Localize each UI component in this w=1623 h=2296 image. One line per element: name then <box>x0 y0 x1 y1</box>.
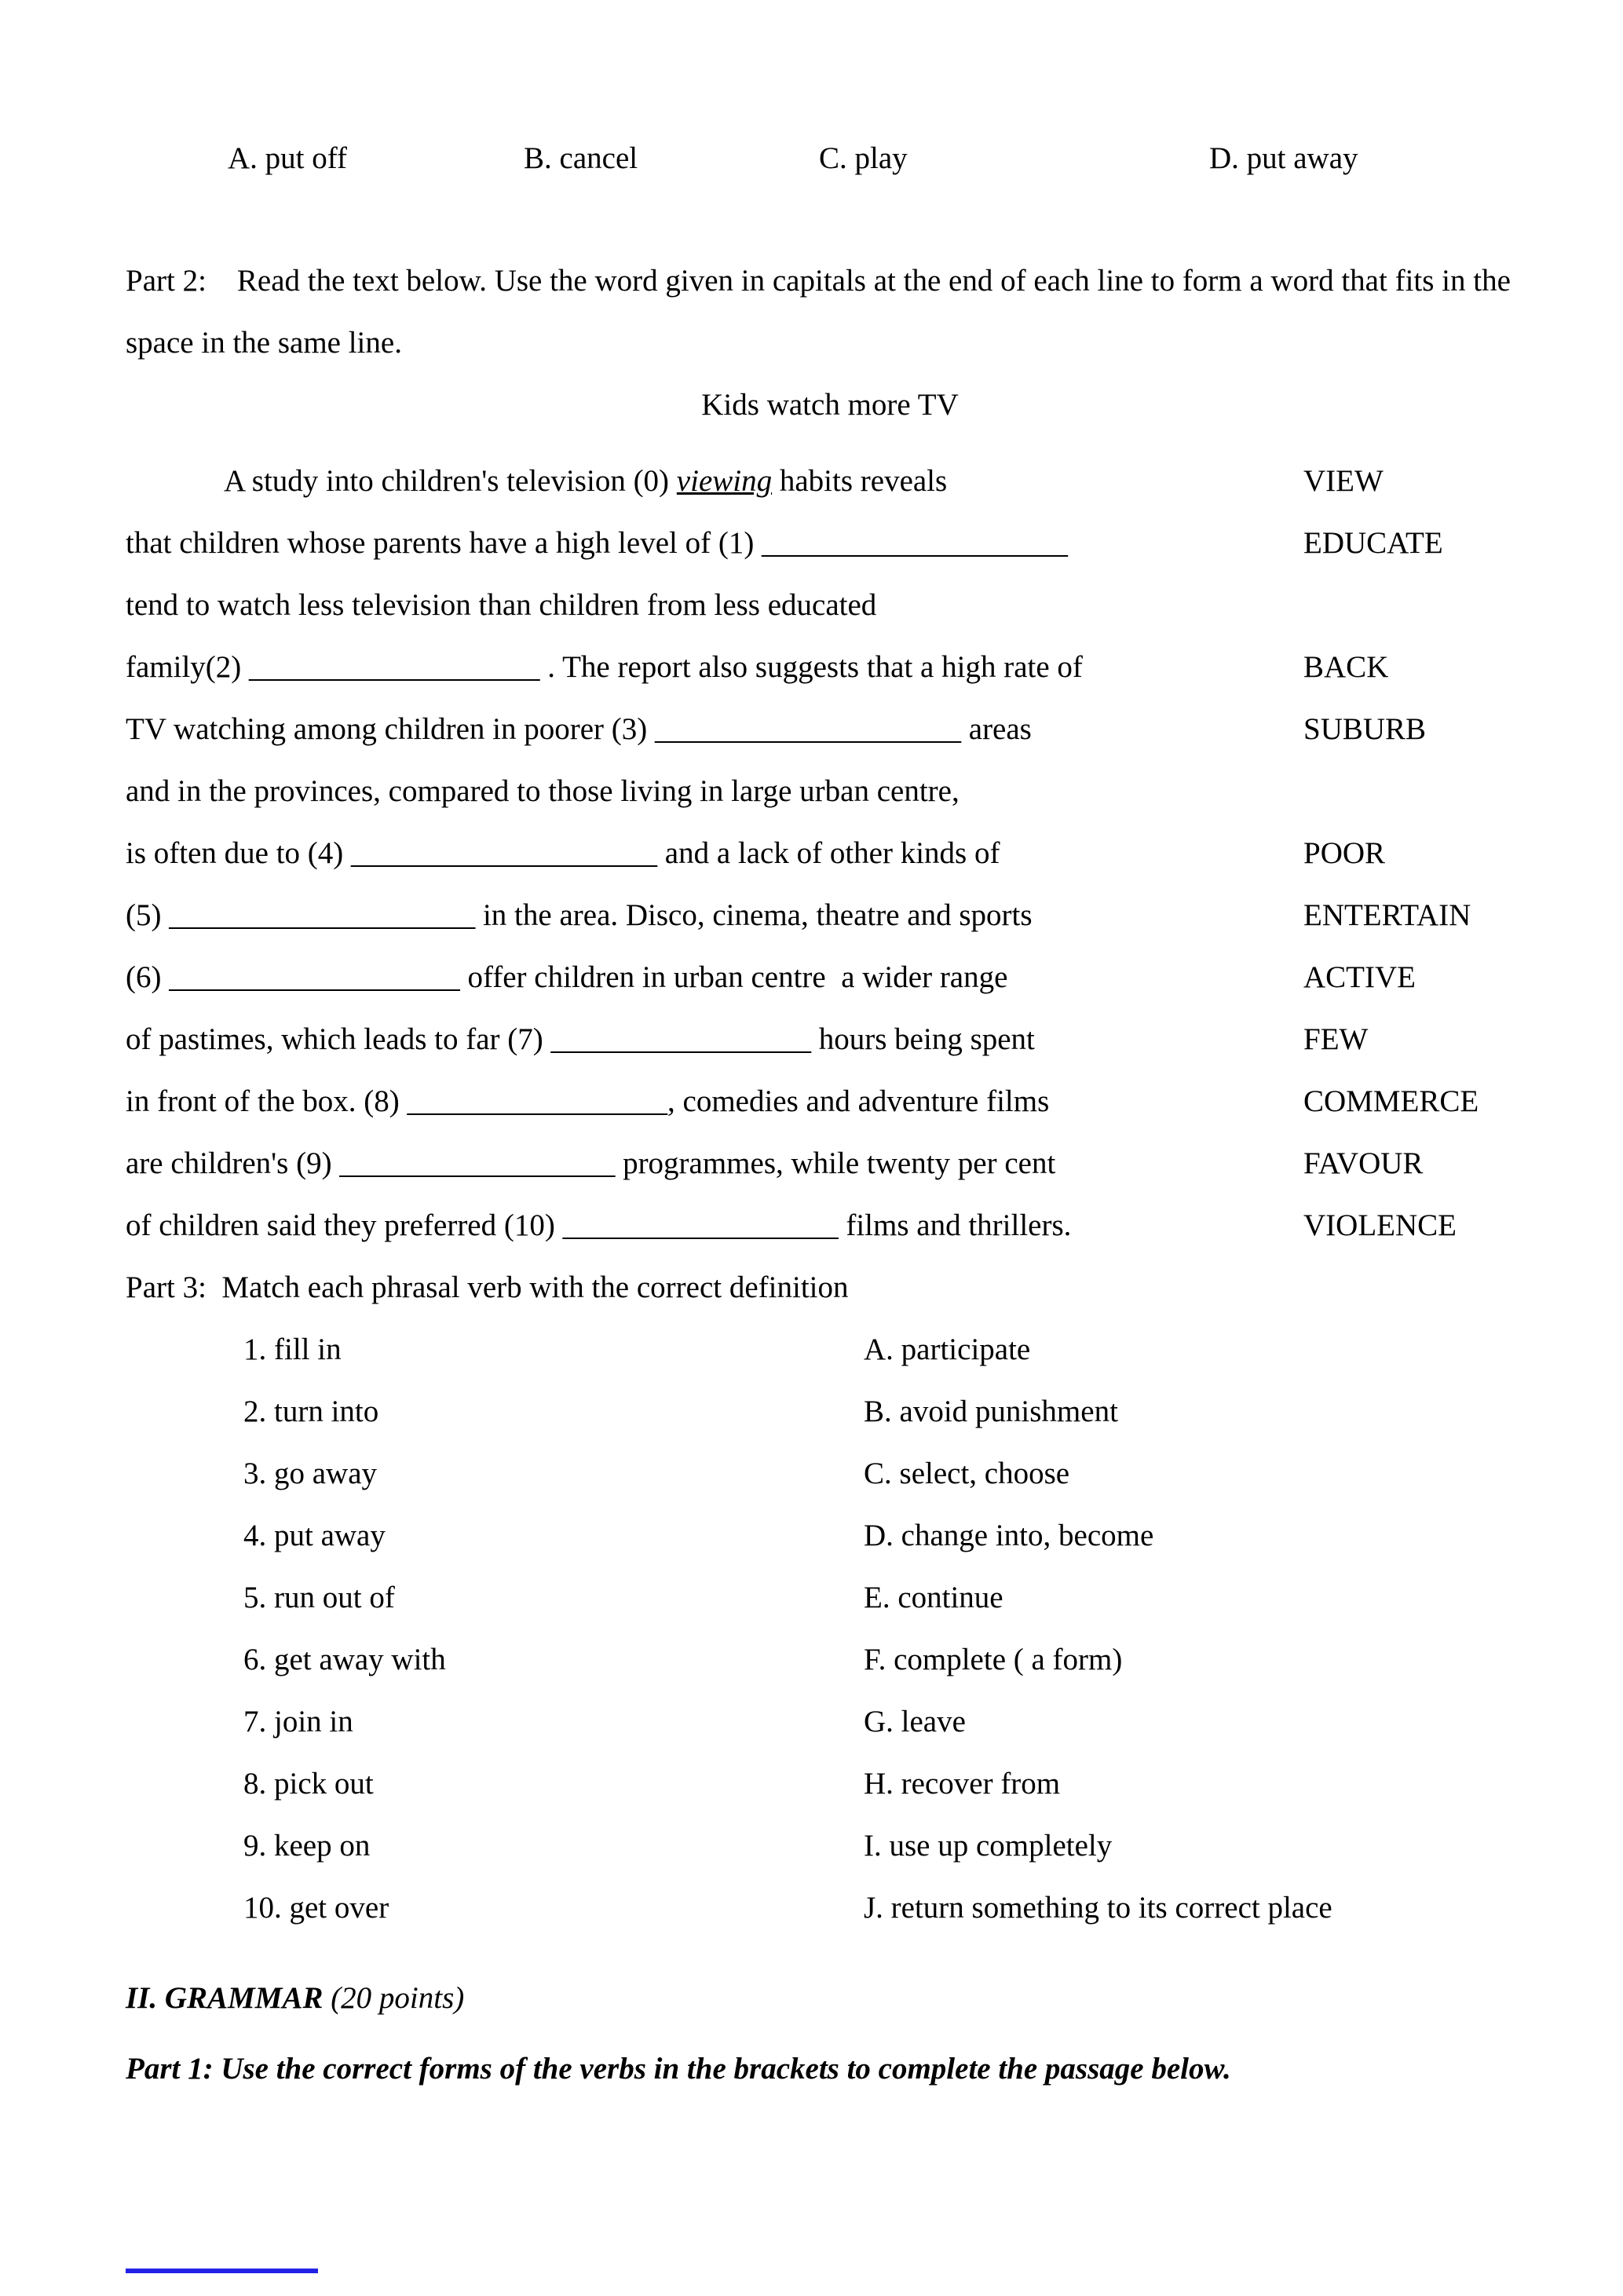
definition-i: I. use up completely <box>864 1829 1113 1863</box>
gapfill-keyword-4: SUBURB <box>1303 712 1427 746</box>
gapfill-keyword-5 <box>1288 760 1534 822</box>
match-row-4 <box>243 1504 1534 1567</box>
phrasal-verb-5: 5. run out of <box>243 1581 395 1614</box>
phrasal-verb-10: 10. get over <box>243 1891 389 1925</box>
gapfill-text-6: is often due to (4) ____________________ and a lack of other kinds of <box>126 836 1000 870</box>
gapfill-text-10: in front of the box. (8) _________________, comedies and adventure films <box>126 1084 1050 1118</box>
match-row-2 <box>243 1380 1534 1442</box>
gapfill-line-4 <box>126 698 1534 760</box>
gapfill-line-10 <box>126 1070 1534 1132</box>
gapfill-keyword-3: BACK <box>1303 650 1389 684</box>
gapfill-line-9 <box>126 1008 1534 1070</box>
match-row-8 <box>243 1753 1534 1815</box>
gapfill-keyword-12: VIOLENCE <box>1303 1208 1457 1242</box>
definition-h: H. recover from <box>864 1767 1061 1801</box>
phrasal-verb-3: 3. go away <box>243 1457 378 1490</box>
phrasal-verb-8: 8. pick out <box>243 1767 374 1801</box>
gapfill-keyword-2 <box>1288 574 1534 636</box>
definition-j: J. return something to its correct place <box>864 1891 1332 1925</box>
gapfill-text-7: (5) ____________________ in the area. Disco, cinema, theatre and sports <box>126 898 1033 932</box>
gapfill-keyword-8: ACTIVE <box>1303 960 1416 994</box>
match-row-3 <box>243 1442 1534 1504</box>
gapfill-keyword-1: EDUCATE <box>1303 526 1443 560</box>
footer-blue-line <box>126 2269 318 2273</box>
gapfill-line-1 <box>126 512 1534 574</box>
gapfill-example-word: viewing <box>676 464 773 498</box>
match-row-9 <box>243 1815 1534 1877</box>
definition-f: F. complete ( a form) <box>864 1643 1123 1676</box>
gapfill-line0-pre: A study into children's television (0) <box>224 464 677 498</box>
matching-exercise <box>243 1318 1534 1939</box>
gapfill-line-6 <box>126 822 1534 884</box>
gapfill-line-12 <box>126 1194 1534 1256</box>
match-row-6 <box>243 1629 1534 1691</box>
gapfill-keyword-7: ENTERTAIN <box>1303 898 1471 932</box>
definition-c: C. select, choose <box>864 1457 1070 1490</box>
gapfill-text-1: that children whose parents have a high level of (1) ____________________ <box>126 526 1069 560</box>
gapfill-text-9: of pastimes, which leads to far (7) _________________ hours being spent <box>126 1022 1035 1056</box>
grammar-section-points: (20 points) <box>323 1981 465 2015</box>
phrasal-verb-6: 6. get away with <box>243 1643 446 1676</box>
gapfill-line-3 <box>126 636 1534 698</box>
gapfill-line-7 <box>126 884 1534 946</box>
gapfill-keyword-10: COMMERCE <box>1303 1084 1479 1118</box>
gapfill-text-3: family(2) ___________________ . The report also suggests that a high rate of <box>126 650 1083 684</box>
gapfill-text-8: (6) ___________________ offer children in urban centre a wider range <box>126 960 1008 994</box>
gapfill-text-5: and in the provinces, compared to those living in large urban centre, <box>126 774 960 808</box>
gapfill-line-11 <box>126 1132 1534 1194</box>
phrasal-verb-7: 7. join in <box>243 1705 353 1738</box>
phrasal-verb-2: 2. turn into <box>243 1395 379 1428</box>
match-row-5 <box>243 1567 1534 1629</box>
passage-title: Kids watch more TV <box>701 388 959 422</box>
option-b: B. cancel <box>524 141 638 175</box>
grammar-section-heading <box>126 1967 1534 2029</box>
match-row-1 <box>243 1318 1534 1380</box>
definition-d: D. change into, become <box>864 1519 1154 1552</box>
part3-heading: Part 3: Match each phrasal verb with the correct definition <box>126 1270 849 1304</box>
phrasal-verb-1: 1. fill in <box>243 1333 342 1366</box>
grammar-part1-heading: Part 1: Use the correct forms of the verbs in the brackets to complete the passage below. <box>126 2052 1231 2086</box>
grammar-section-title: II. GRAMMAR <box>126 1981 324 2015</box>
option-d: D. put away <box>1209 141 1358 175</box>
gapfill-line-0 <box>126 450 1534 512</box>
gapfill-line0-post: habits reveals <box>772 464 948 498</box>
gapfill-line-2 <box>126 574 1534 636</box>
gapfill-text-4: TV watching among children in poorer (3) ____________________ areas <box>126 712 1032 746</box>
option-c: C. play <box>819 141 908 175</box>
gapfill-keyword-11: FAVOUR <box>1303 1146 1424 1180</box>
gapfill-text-0 <box>126 450 1288 512</box>
definition-g: G. leave <box>864 1705 966 1738</box>
gapfill-keyword-9: FEW <box>1303 1022 1369 1056</box>
gapfill-text-2: tend to watch less television than children from less educated <box>126 588 877 622</box>
gapfill-line-8 <box>126 946 1534 1008</box>
part2-heading: Part 2: Read the text below. Use the word given in capitals at the end of each line to form a word that fits in the space in the same line. <box>126 264 1511 360</box>
definition-a: A. participate <box>864 1333 1031 1366</box>
definition-b: B. avoid punishment <box>864 1395 1118 1428</box>
phrasal-verb-4: 4. put away <box>243 1519 386 1552</box>
answer-options-row <box>228 127 1534 189</box>
gapfill-text-11: are children's (9) __________________ programmes, while twenty per cent <box>126 1146 1056 1180</box>
option-a: A. put off <box>228 141 348 175</box>
gapfill-passage <box>126 450 1534 1256</box>
gapfill-keyword-6: POOR <box>1303 836 1386 870</box>
phrasal-verb-9: 9. keep on <box>243 1829 371 1863</box>
match-row-10 <box>243 1877 1534 1939</box>
gapfill-text-12: of children said they preferred (10) __________________ films and thrillers. <box>126 1208 1072 1242</box>
match-row-7 <box>243 1691 1534 1753</box>
gapfill-line-5 <box>126 760 1534 822</box>
definition-e: E. continue <box>864 1581 1003 1614</box>
gapfill-keyword-0: VIEW <box>1303 464 1384 498</box>
